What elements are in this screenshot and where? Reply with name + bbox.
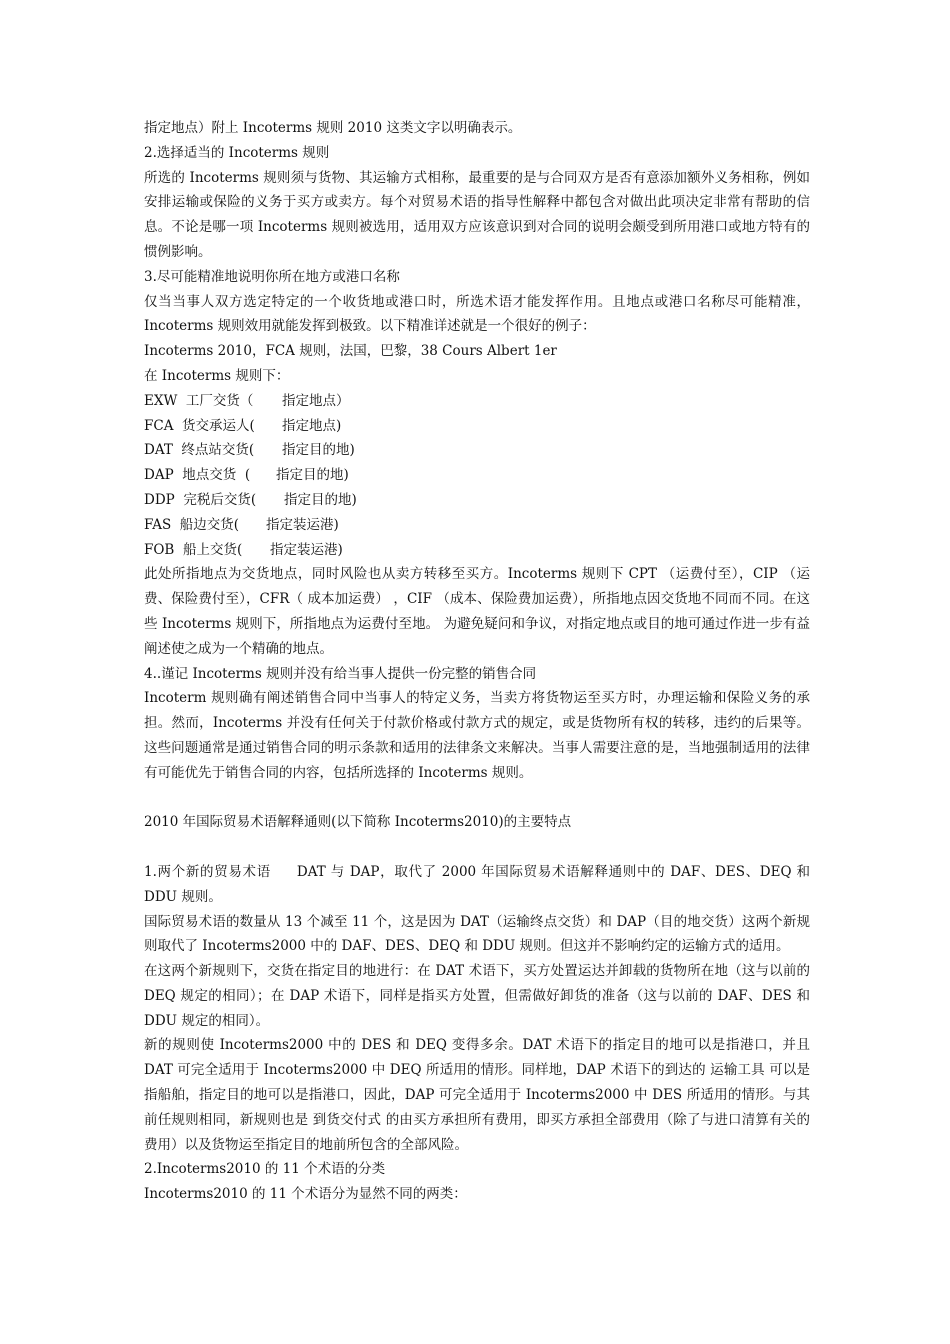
paragraph: 在 Incoterms 规则下：: [144, 367, 290, 384]
term-place: 指定地点): [282, 417, 342, 434]
term-name: DAP 地点交货 (: [144, 467, 251, 484]
feature-heading: [144, 860, 810, 910]
blank-line: [144, 786, 810, 811]
term-name: DDP 完税后交货(: [144, 491, 257, 508]
section-title: 2010 年国际贸易术语解释通则(以下简称 Incoterms2010)的主要特点: [144, 814, 572, 831]
term-name: DAT 终点站交货(: [144, 442, 255, 459]
paragraph: Incoterm 规则确有阐述销售合同中当事人的特定义务，当卖方将货物运至买方时，办理运输和保险义务的承担。然而，Incoterms 并没有任何关于付款价格或付款方式的规定，或是货物所有权的转移，违约的后果等。这些问题通常是通过销售合同的明示条款和适用的法律条文来解决。当事人需要注意的是，当地强制适用的法律有可能优先于销售合同的内容，包括所选择的 Incoterms 规则。: [144, 690, 810, 781]
paragraph: 新的规则使 Incoterms2000 中的 DES 和 DEQ 变得多余。DAT 术语下的指定目的地可以是指港口，并且 DAT 可完全适用于 Incoterms2000 中 DEQ 所适用的情形。同样地，DAP 术语下的到达的 运输工具 可以是指船舶，指定目的地可以是指港口，因此，DAP 可完全适用于 Incoterms2000 中 DES 所适用的情形。与其前任规则相同，新规则也是 到货交付式 的由买方承担所有费用，即买方承担全部费用（除了与进口清算有关的费用）以及货物运至指定目的地前所包含的全部风险。: [144, 1037, 810, 1153]
term-name: FCA 货交承运人(: [144, 417, 255, 434]
term-name: FAS 船边交货(: [144, 516, 240, 533]
term-line: [144, 463, 810, 488]
feature-lead: 1.两个新的贸易术语: [144, 863, 271, 880]
paragraph: 国际贸易术语的数量从 13 个减至 11 个，这是因为 DAT（运输终点交货）和 DAP（目的地交货）这两个新规则取代了 Incoterms2000 中的 DAF、DES、DEQ 和 DDU 规则。但这并不影响约定的运输方式的适用。: [144, 913, 810, 955]
term-line: [144, 488, 810, 513]
feature-rest: DAT 与 DAP，取代了 2000 年国际贸易术语解释通则中的 DAF、DES、DEQ 和 DDU 规则。: [144, 863, 810, 905]
body-text: [144, 116, 810, 1207]
term-line: [144, 538, 810, 563]
paragraph: 指定地点）附上 Incoterms 规则 2010 这类文字以明确表示。: [144, 120, 522, 136]
terms-list: [144, 389, 810, 563]
section-heading: 4..谨记 Incoterms 规则并没有给当事人提供一份完整的销售合同: [144, 665, 537, 682]
paragraph: 仅当当事人双方选定特定的一个收货地或港口时，所选术语才能发挥作用。且地点或港口名称尽可能精准，Incoterms 规则效用就能发挥到极致。以下精准详述就是一个很好的例子：: [144, 293, 810, 335]
section-heading: 2.选择适当的 Incoterms 规则: [144, 144, 330, 161]
paragraph: 所选的 Incoterms 规则须与货物、其运输方式相称，最重要的是与合同双方是否有意添加额外义务相称，例如安排运输或保险的义务于买方或卖方。每个对贸易术语的指导性解释中都包含对做出此项决定非常有帮助的信息。不论是哪一项 Incoterms 规则被选用，适用双方应该意识到对合同的说明会颇受到所用港口或地方特有的惯例影响。: [144, 169, 810, 260]
term-place: 指定装运港): [266, 516, 339, 533]
section-heading: 2.Incoterms2010 的 11 个术语的分类: [144, 1161, 386, 1178]
term-place: 指定目的地): [282, 442, 355, 459]
paragraph: 在这两个新规则下，交货在指定目的地进行：在 DAT 术语下，买方处置运达并卸载的货物所在地（这与以前的 DEQ 规定的相同）；在 DAP 术语下，同样是指买方处置，但需做好卸货的准备（这与以前的 DAF、DES 和 DDU 规定的相同）。: [144, 963, 810, 1029]
paragraph: Incoterms2010 的 11 个术语分为显然不同的两类：: [144, 1186, 467, 1203]
term-place: 指定目的地): [284, 491, 357, 508]
term-name: FOB 船上交货(: [144, 541, 243, 558]
term-place: 指定目的地): [276, 467, 349, 484]
term-line: [144, 389, 810, 414]
blank-line: [144, 835, 810, 860]
term-name: EXW 工厂交货（: [144, 392, 254, 409]
term-line: [144, 438, 810, 463]
paragraph: Incoterms 2010，FCA 规则，法国，巴黎，38 Cours Albert 1er: [144, 343, 557, 360]
paragraph: 此处所指地点为交货地点，同时风险也从卖方转移至买方。Incoterms 规则下 CPT （运费付至），CIP （运费、保险费付至），CFR（ 成本加运费） ，CIF （成本、保险费加运费），所指地点因交货地不同而不同。在这些 Incoterms 规则下，所指地点为运费付至地。 为避免疑问和争议，对指定地点或目的地可通过作进一步有益阐述使之成为一个精确的地点。: [144, 566, 810, 657]
term-line: [144, 513, 810, 538]
term-place: 指定地点）: [282, 392, 350, 409]
term-place: 指定装运港): [270, 541, 343, 558]
term-line: [144, 414, 810, 439]
section-heading: 3.尽可能精准地说明你所在地方或港口名称: [144, 268, 400, 285]
